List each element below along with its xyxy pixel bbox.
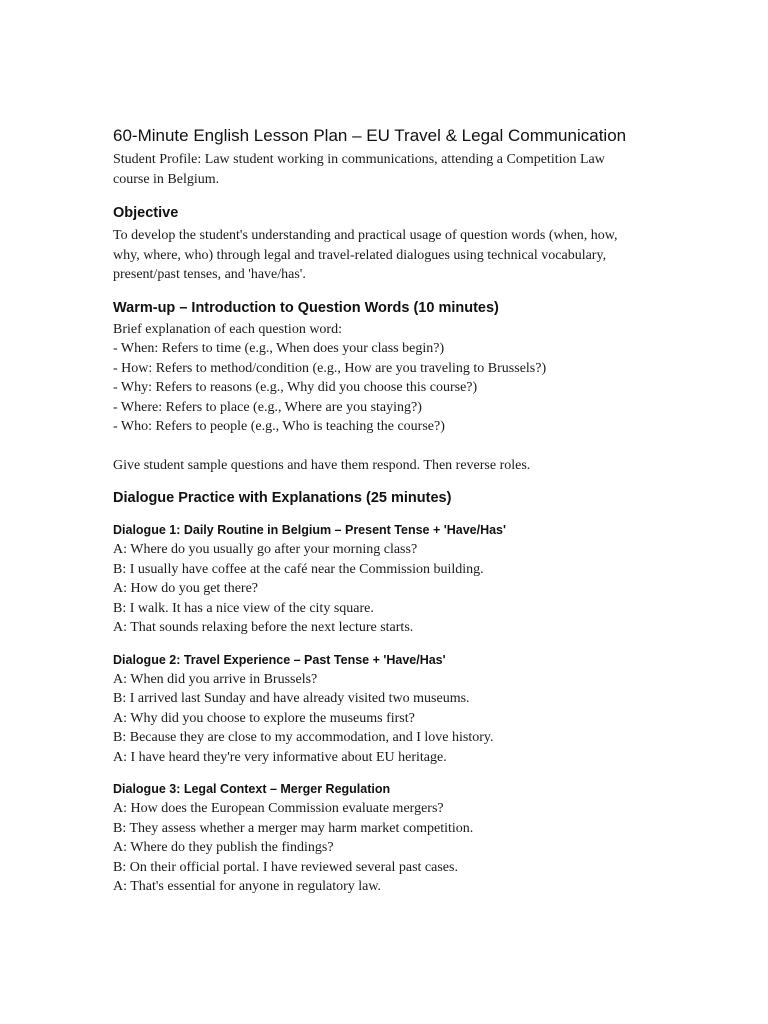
- warmup-list: [113, 320, 673, 437]
- warmup-intro: Brief explanation of each question word:: [113, 321, 342, 337]
- dialogue-title: Dialogue 1: Daily Routine in Belgium – Present Tense + 'Have/Has': [113, 523, 506, 537]
- warmup-item: - Why: Refers to reasons (e.g., Why did you choose this course?): [113, 380, 478, 395]
- objective-line: present/past tenses, and 'have/has'.: [113, 267, 306, 282]
- dialogue-body: [113, 540, 673, 638]
- warmup-item: - Who: Refers to people (e.g., Who is teaching the course?): [113, 419, 445, 434]
- dialogue-line: A: How do you get there?: [113, 581, 259, 596]
- objective-heading: Objective: [113, 205, 179, 221]
- objective-text: [113, 226, 673, 285]
- document-title: 60-Minute English Lesson Plan – EU Travel & Legal Communication: [113, 126, 627, 145]
- dialogue-line: A: That sounds relaxing before the next lecture starts.: [113, 620, 414, 635]
- warmup-heading: Warm-up – Introduction to Question Words (10 minutes): [113, 299, 499, 316]
- dialogue-line: B: I usually have coffee at the café near the Commission building.: [113, 561, 484, 577]
- objective-line: why, where, who) through legal and travel-related dialogues using technical vocabulary,: [113, 247, 607, 263]
- dialogue-line: A: When did you arrive in Brussels?: [113, 671, 318, 687]
- student-profile-line: course in Belgium.: [113, 171, 220, 187]
- dialogue-line: B: I walk. It has a nice view of the city square.: [113, 600, 374, 616]
- objective-line: To develop the student's understanding and practical usage of question words (when, how,: [113, 228, 618, 243]
- dialogue-body: [113, 799, 673, 897]
- student-profile-line: Student Profile: Law student working in communications, attending a Competition Law: [113, 152, 605, 167]
- dialogue-title: Dialogue 2: Travel Experience – Past Tense + 'Have/Has': [113, 652, 446, 667]
- warmup-closing: Give student sample questions and have them respond. Then reverse roles.: [113, 457, 531, 473]
- dialogue-line: B: Because they are close to my accommodation, and I love history.: [113, 730, 494, 745]
- dialogue-line: A: How does the European Commission evaluate mergers?: [113, 801, 444, 816]
- warmup-item: - When: Refers to time (e.g., When does your class begin?): [113, 341, 445, 356]
- dialogue-line: A: I have heard they're very informative about EU heritage.: [113, 749, 447, 765]
- document-page: [113, 124, 673, 897]
- warmup-item: - Where: Refers to place (e.g., Where are you staying?): [113, 399, 422, 415]
- dialogue-line: A: Where do they publish the findings?: [113, 840, 334, 855]
- dialogue-line: B: On their official portal. I have reviewed several past cases.: [113, 859, 458, 875]
- student-profile: [113, 150, 673, 189]
- dialogue-line: B: I arrived last Sunday and have already visited two museums.: [113, 691, 470, 706]
- dialogue-line: B: They assess whether a merger may harm market competition.: [113, 820, 474, 836]
- dialogue-body: [113, 670, 673, 768]
- warmup-item: - How: Refers to method/condition (e.g., How are you traveling to Brussels?): [113, 360, 547, 376]
- dialogue-section-heading: Dialogue Practice with Explanations (25 minutes): [113, 490, 452, 506]
- dialogue-line: A: That's essential for anyone in regulatory law.: [113, 879, 382, 894]
- dialogue-line: A: Why did you choose to explore the museums first?: [113, 710, 415, 726]
- dialogue-title: Dialogue 3: Legal Context – Merger Regulation: [113, 782, 391, 796]
- dialogue-line: A: Where do you usually go after your morning class?: [113, 542, 418, 557]
